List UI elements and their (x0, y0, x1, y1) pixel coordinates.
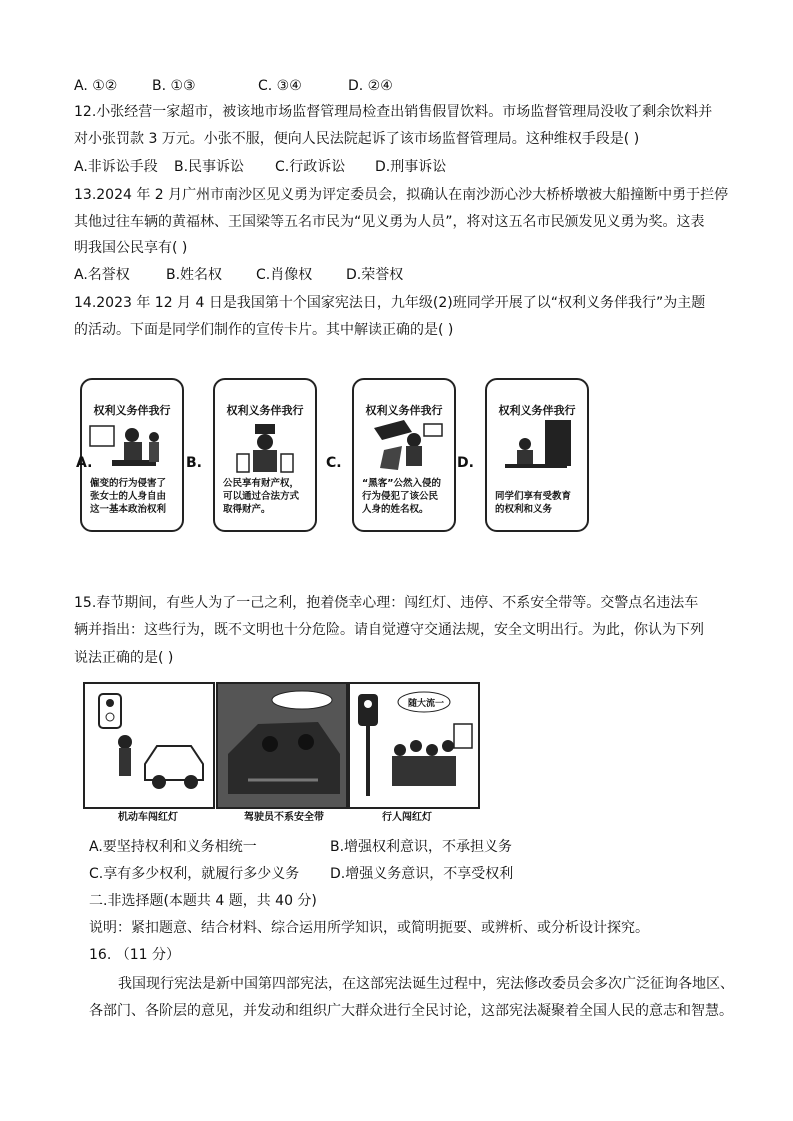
q16-label: 16. （11 分） (89, 947, 180, 963)
q15-panel-3 (348, 682, 480, 809)
q15-line-1: 15.春节期间，有些人为了一己之利，抱着侥幸心理：闯红灯、违停、不系安全带等。交警点名违法车 (74, 595, 699, 611)
q13-line-2: 其他过往车辆的黄福林、王国梁等五名市民为“见义勇为人员”，将对这五名市民颁发见义勇为奖。这表 (74, 214, 705, 230)
card-heading: 权利义务伴我行 (93, 404, 171, 417)
q11-option-b: B. ①③ (152, 78, 196, 94)
q12-option-d: D.刑事诉讼 (375, 159, 447, 175)
q14-card-c (352, 378, 456, 532)
q14-card-a (80, 378, 184, 532)
q15-panel-1-caption: 机动车闯红灯 (118, 812, 178, 823)
card-heading: 权利义务伴我行 (226, 404, 304, 417)
red-light-car-icon (85, 684, 213, 807)
q11-option-a: A. ①② (74, 78, 118, 94)
card-caption: 公民享有财产权，可以通过合法方式取得财产。 (223, 478, 300, 515)
q16-paragraph-line-1: 我国现行宪法是新中国第四部宪法，在这部宪法诞生过程中，宪法修改委员会多次广泛征询各地区、 (118, 976, 734, 992)
q15-panel-2-caption: 驾驶员不系安全带 (244, 812, 324, 823)
card-caption: “黑客”公然入侵的行为侵犯了该公民人身的姓名权。 (362, 478, 441, 515)
q12-line-1: 12.小张经营一家超市，被该地市场监督管理局检查出销售假冒饮料。市场监督管理局没收了剩余饮料并 (74, 104, 713, 120)
q16-paragraph-line-2: 各部门、各阶层的意见，并发动和组织广大群众进行全民讨论，这部宪法凝聚着全国人民的意志和智慧。 (89, 1003, 733, 1019)
q11-option-c: C. ③④ (258, 78, 302, 94)
section2-note: 说明：紧扣题意、结合材料、综合运用所学知识，或简明扼要、或辨析、或分析设计探究。 (89, 920, 649, 936)
q14-line-1: 14.2023 年 12 月 4 日是我国第十个国家宪法日，九年级(2)班同学开展了以“权利义务伴我行”为主题 (74, 295, 706, 311)
q12-line-2: 对小张罚款 3 万元。小张不服，便向人民法院起诉了该市场监督管理局。这种维权手段是( ) (74, 131, 640, 147)
q13-option-c: C.肖像权 (256, 267, 313, 283)
q15-option-c: C.享有多少权利，就履行多少义务 (89, 866, 300, 882)
card-caption: 僱变的行为侵害了张女士的人身自由这一基本政治权利 (90, 478, 167, 515)
q15-panel-2 (216, 682, 348, 809)
q14-card-d-label: D. (457, 455, 474, 471)
q14-card-a-label: A. (76, 455, 93, 471)
q14-card-b-label: B. (186, 455, 202, 471)
driver-no-seatbelt-icon (218, 684, 346, 807)
q13-option-a: A.名誉权 (74, 267, 130, 283)
q14-card-c-label: C. (326, 455, 342, 471)
section2-title: 二.非选择题(本题共 4 题，共 40 分) (89, 893, 317, 909)
q15-option-d: D.增强义务意识，不享受权利 (330, 866, 514, 882)
q11-option-d: D. ②④ (348, 78, 393, 94)
q14-line-2: 的活动。下面是同学们制作的宣传卡片。其中解读正确的是( ) (74, 322, 454, 338)
q12-option-c: C.行政诉讼 (275, 159, 346, 175)
q12-option-b: B.民事诉讼 (174, 159, 245, 175)
q15-option-a: A.要坚持权利和义务相统一 (89, 839, 257, 855)
q15-line-2: 辆并指出：这些行为，既不文明也十分危险。请自觉遵守交通法规，安全文明出行。为此，你认为下列 (74, 622, 704, 638)
q15-line-3: 说法正确的是( ) (74, 650, 174, 666)
q15-panel-3-caption: 行人闯红灯 (382, 812, 432, 823)
card-heading: 权利义务伴我行 (498, 404, 576, 417)
q14-card-b (213, 378, 317, 532)
q13-option-d: D.荣誉权 (346, 267, 404, 283)
q15-panel-1 (83, 682, 215, 809)
q15-panel-3-bubble: 随大流一 (408, 699, 445, 709)
card-heading: 权利义务伴我行 (365, 404, 443, 417)
card-caption: 同学们享有受教育的权利和义务 (495, 491, 572, 515)
q13-line-1: 13.2024 年 2 月广州市南沙区见义勇为评定委员会，拟确认在南沙沥心沙大桥桥墩被大船撞断中勇于拦停 (74, 187, 729, 203)
q14-card-d (485, 378, 589, 532)
q15-option-b: B.增强权利意识，不承担义务 (330, 839, 513, 855)
q13-line-3: 明我国公民享有( ) (74, 240, 188, 256)
q12-option-a: A.非诉讼手段 (74, 159, 158, 175)
q13-option-b: B.姓名权 (166, 267, 223, 283)
